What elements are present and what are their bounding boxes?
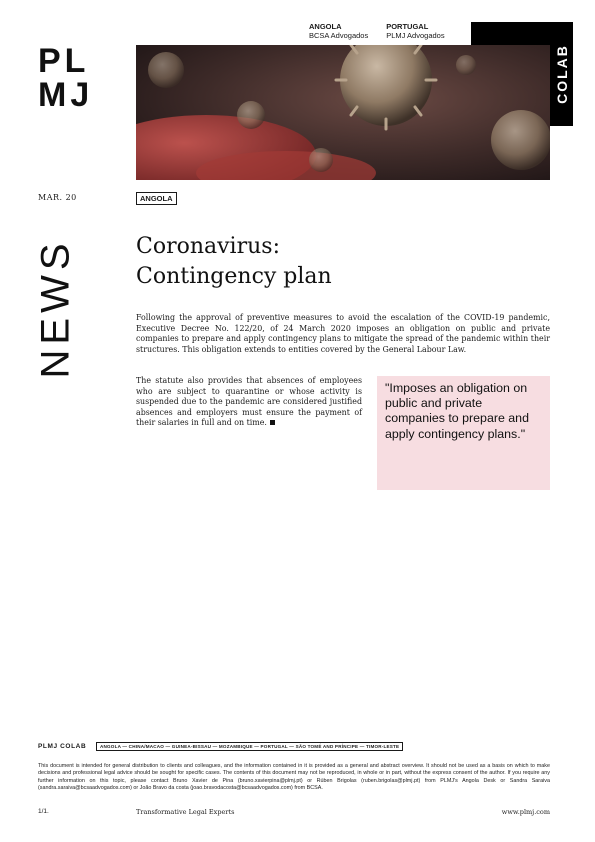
end-mark-icon — [270, 420, 275, 425]
website-link[interactable]: www.plmj.com — [501, 808, 550, 816]
footer-brand: PLMJ COLAB — [38, 743, 87, 750]
article-paragraph-2 — [136, 376, 362, 429]
colab-text: COLAB — [553, 44, 570, 104]
office-angola — [309, 22, 368, 40]
title-line-2: Contingency plan — [136, 264, 332, 289]
article-paragraph-1: Following the approval of preventive measures to avoid the escalation of the COVID-19 pandemic, Executive Decree No. 122/20, of 24 March 2020 imposes an obligation on public and private companies to prepare and apply contingency plans to mitigate the spread of the pandemic within their structures. This obligation extends to entities covered by the General Labour Law. — [136, 313, 550, 354]
section-label-text: NEWS — [33, 238, 78, 379]
office-list — [309, 22, 445, 40]
plmj-logo — [38, 44, 100, 110]
article-title — [136, 232, 332, 292]
logo-bottom-text: MJ — [38, 76, 94, 110]
paragraph-2-text: The statute also provides that absences of employees who are subject to quarantine or whose activity is suspended due to the pandemic are considered justified absences and employers must ensure the payment of their salaries in full and on time. — [136, 376, 362, 428]
disclaimer: This document is intended for general distribution to clients and colleagues, and the information contained in it is provided as a general and abstract overview. It should not be used as a basis on which to make decisions and professional legal advice should be sought for specific cases. The contents of this document may not be reproduced, in whole or in part, without the express consent of the author. If you require any further information on this topic, please contact Bruno Xavier de Pina (bruno.xavierpina@plmj.pt) or Rúben Brigolas (ruben.brigolas@plmj.pt) from PLMJ's Angola Desk or Sandra Saraiva (sandra.saraiva@bcsaadvogados.com) or João Bravo da costa (joao.bravodacosta@bcsaadvogados.com) from BCSA. — [38, 763, 550, 791]
office-firm: BCSA Advogados — [309, 31, 369, 40]
colab-label — [550, 22, 573, 126]
colab-tab-header — [471, 22, 550, 45]
office-portugal — [386, 22, 444, 40]
title-line-1: Coronavirus: — [136, 234, 280, 259]
coronavirus-image — [136, 45, 550, 180]
logo-top-text: PL — [38, 44, 90, 80]
page-number: 1/1. — [38, 808, 49, 815]
office-country: ANGOLA — [309, 22, 342, 31]
office-country: PORTUGAL — [386, 22, 429, 31]
section-label — [33, 236, 78, 381]
pull-quote — [377, 376, 550, 490]
pull-quote-text: "Imposes an obligation on public and private companies to prepare and apply contingency plans." — [385, 381, 529, 441]
publication-date: MAR. 20 — [38, 193, 77, 202]
footer-countries: ANGOLA — CHINA/MACAO — GUINEA-BISSAU — MOZAMBIQUE — PORTUGAL — SÃO TOMÉ AND PRÍNCIPE — TIMOR-LESTE — [96, 742, 403, 751]
office-firm: PLMJ Advogados — [386, 31, 445, 40]
footer-tagline: Transformative Legal Experts — [136, 808, 235, 816]
country-tag: ANGOLA — [136, 192, 177, 205]
